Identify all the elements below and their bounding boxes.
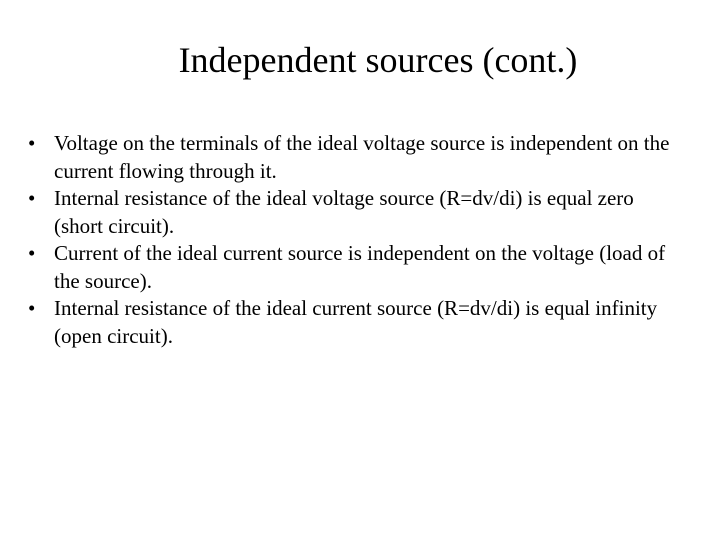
- bullet-dot-icon: •: [28, 296, 36, 320]
- bullet-item: [28, 185, 688, 240]
- bullet-text: Internal resistance of the ideal voltage source (R=dv/di) is equal zero (short circuit).: [54, 186, 634, 238]
- bullet-dot-icon: •: [28, 241, 36, 265]
- bullet-dot-icon: •: [28, 186, 36, 210]
- bullet-list: [28, 130, 688, 350]
- bullet-item: [28, 130, 688, 185]
- bullet-item: [28, 295, 688, 350]
- bullet-text: Current of the ideal current source is independent on the voltage (load of the source).: [54, 241, 666, 293]
- bullet-dot-icon: •: [28, 131, 36, 155]
- bullet-text: Voltage on the terminals of the ideal voltage source is independent on the current flowing through it.: [54, 131, 670, 183]
- bullet-item: [28, 240, 688, 295]
- slide-title: Independent sources (cont.): [178, 40, 578, 80]
- bullet-text: Internal resistance of the ideal current source (R=dv/di) is equal infinity (open circuit).: [54, 296, 658, 348]
